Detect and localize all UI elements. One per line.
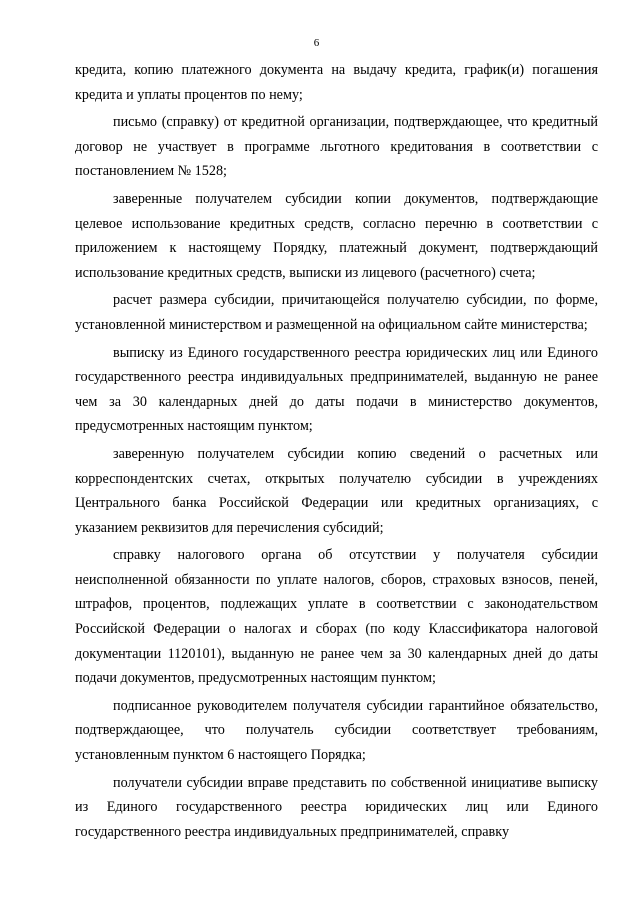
paragraph-tax-certificate: справку налогового органа об отсутствии у получателя субсидии неисполненной обязанности по уплате налогов, сборов, страховых взносов, пеней, штрафов, процентов, подлежащих уплате в соответствии с законодательством Российской Федерации о налогах и сборах (по коду Классификатора налоговой документации 1120101), выданную не ранее чем за 30 календарных дней до даты подачи документов, предусмотренных настоящим пунктом; [75,547,598,687]
paragraph-document-copies: заверенные получателем субсидии копии документов, подтверждающие целевое использование кредитных средств, согласно перечню в соответствии с приложением к настоящему Порядку, платежный документ, подтверждающий использование кредитных средств, выписки из лицевого (расчетного) счета; [75,190,598,281]
paragraph-bank-accounts: заверенную получателем субсидии копию сведений о расчетных или корреспондентских счетах, открытых получателю субсидии в учреждениях Центрального банка Российской Федерации или кредитных организациях, с указанием реквизитов для перечисления субсидий; [75,445,598,536]
document-body [75,58,598,847]
paragraph-guarantee-obligation: подписанное руководителем получателя субсидии гарантийное обязательство, подтверждающее, что получатель субсидии соответствует требованиям, установленным пунктом 6 настоящего Порядка; [75,697,598,764]
paragraph-credit-letter: письмо (справку) от кредитной организации, подтверждающее, что кредитный договор не участвует в программе льготного кредитования в соответствии с постановлением № 1528; [75,114,598,180]
page-number: 6 [313,37,320,49]
paragraph-optional-documents: получатели субсидии вправе представить по собственной инициативе выписку из Единого государственного реестра юридических лиц или Единого государственного реестра индивидуальных предпринимателей, справку [75,774,598,840]
paragraph-subsidy-calculation: расчет размера субсидии, причитающейся получателю субсидии, по форме, установленной министерством и размещенной на официальном сайте министерства; [75,292,598,333]
paragraph-continuation: кредита, копию платежного документа на выдачу кредита, график(и) погашения кредита и уплаты процентов по нему; [75,62,598,103]
paragraph-registry-extract: выписку из Единого государственного реестра юридических лиц или Единого государственного реестра индивидуальных предпринимателей, выданную не ранее чем за 30 календарных дней до даты подачи в министерство документов, предусмотренных настоящим пунктом; [75,344,598,435]
